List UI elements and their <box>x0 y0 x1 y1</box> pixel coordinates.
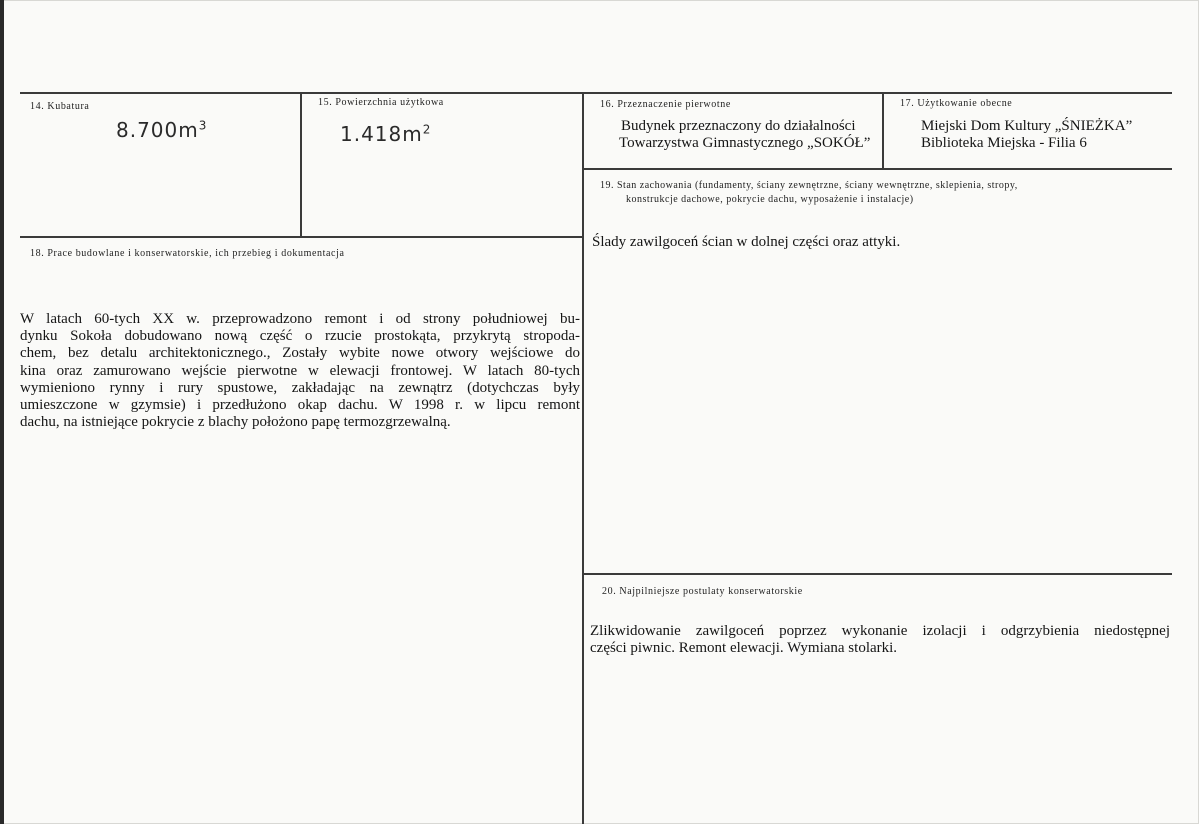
field-19-label-line-2: konstrukcje dachowe, pokrycie dachu, wyposażenie i instalacje) <box>626 194 914 205</box>
field-18-line: chem, bez detalu architektonicznego., Zostały wybite nowe otwory wejściowe do <box>20 345 580 362</box>
divider-15-16 <box>582 92 584 824</box>
field-15-value <box>340 122 431 146</box>
field-14-unit-exponent: 3 <box>198 118 208 133</box>
field-14-number: 8.700m <box>116 118 199 142</box>
field-18-line: kina oraz zamurowano wejście pierwotne w elewacji frontowej. W latach 80-tych <box>20 362 580 379</box>
field-20-text <box>590 623 1170 657</box>
field-16-line-1: Budynek przeznaczony do działalności <box>621 118 856 134</box>
field-17-label: 17. Użytkowanie obecne <box>900 98 1013 109</box>
field-18-line: wymieniono rynny i rury spustowe, zakładając na zewnątrz (dotychczas były <box>20 379 580 396</box>
field-14-value <box>116 118 207 142</box>
rule-under-16-17 <box>582 168 1172 170</box>
field-18-label: 18. Prace budowlane i konserwatorskie, ich przebieg i dokumentacja <box>30 248 345 259</box>
field-18-line: dachu, na istniejące pokrycie z blachy położono papę termozgrzewalną. <box>20 414 451 431</box>
field-20-line: Zlikwidowanie zawilgoceń poprzez wykonanie izolacji i odgrzybienia niedostępnej <box>590 623 1170 639</box>
field-19-text: Ślady zawilgoceń ścian w dolnej części oraz attyki. <box>592 234 901 250</box>
field-15-number: 1.418m <box>340 122 423 146</box>
field-20-line: części piwnic. Remont elewacji. Wymiana stolarki. <box>590 640 898 657</box>
field-15-label: 15. Powierzchnia użytkowa <box>318 97 444 108</box>
divider-14-15 <box>300 92 302 237</box>
field-17-line-2: Biblioteka Miejska - Filia 6 <box>921 135 1087 151</box>
field-18-text <box>20 311 580 431</box>
field-18-line: umieszczone w gzymsie) i przedłużono okap dachu. W 1998 r. w lipcu remont <box>20 397 580 414</box>
divider-16-17 <box>882 92 884 169</box>
field-18-line: dynku Sokoła dobudowano nową część o rzucie prostokąta, przykrytą stropoda- <box>20 328 580 345</box>
field-20-label: 20. Najpilniejsze postulaty konserwatorskie <box>602 586 803 597</box>
rule-above-20 <box>582 573 1172 575</box>
field-19-label-line-1: 19. Stan zachowania (fundamenty, ściany zewnętrzne, ściany wewnętrzne, sklepienia, stropy, <box>600 180 1018 191</box>
top-rule <box>20 92 1172 94</box>
card-edge <box>0 0 4 824</box>
field-15-unit-exponent: 2 <box>422 122 432 137</box>
field-17-line-1: Miejski Dom Kultury „ŚNIEŻKA” <box>921 118 1133 134</box>
field-16-label: 16. Przeznaczenie pierwotne <box>600 99 731 110</box>
field-16-line-2: Towarzystwa Gimnastycznego „SOKÓŁ” <box>619 135 871 151</box>
rule-under-14-15 <box>20 236 584 238</box>
field-18-line: W latach 60-tych XX w. przeprowadzono remont i od strony południowej bu- <box>20 311 580 327</box>
field-14-label: 14. Kubatura <box>30 101 90 112</box>
